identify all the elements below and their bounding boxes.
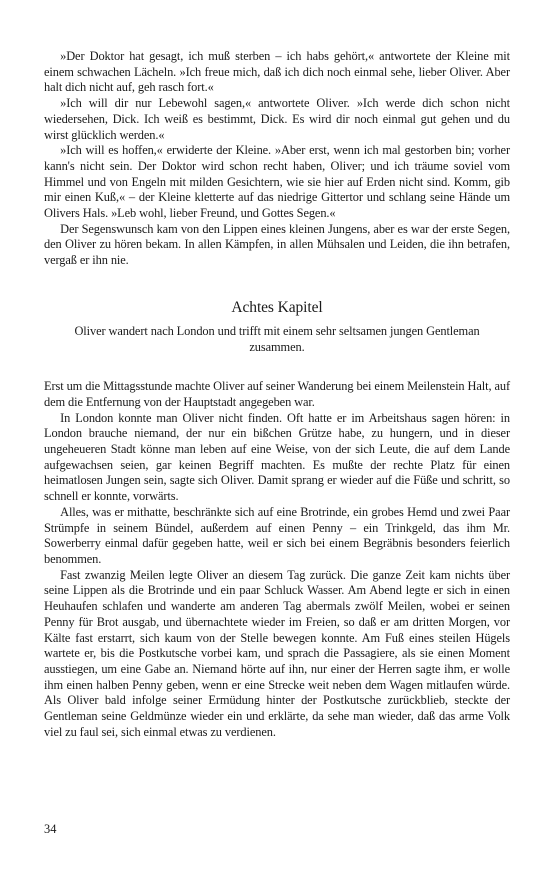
page-number: 34 [44,822,57,836]
paragraph: Alles, was er mithatte, beschränkte sich auf eine Brotrinde, ein grobes Hemd und zwei Paar Strümpfe in seinem Bündel, außerdem auf einen Penny – ein Trinkgeld, das ihm Mr. Sowerberry einmal dafür gegeben hatte, weil er sich bei einem Begräbnis besonders feierlich benommen. [44,504,510,566]
chapter-title: Achtes Kapitel [231,298,323,316]
book-page [44,49,510,740]
paragraph: Erst um die Mittagsstunde machte Oliver auf seiner Wanderung bei einem Meilenstein Halt, auf dem die Entfernung von der Hauptstadt angegeben war. [44,379,510,409]
text-block-chapter [44,379,510,740]
paragraph: Der Segenswunsch kam von den Lippen eines kleinen Jungens, aber es war der erste Segen, den Oliver zu hören bekam. In allen Kämpfen, in allen Mühsalen und Leiden, die ihn betrafen, vergaß er ihn nie. [44,221,510,268]
text-block-top [44,49,510,269]
paragraph: Fast zwanzig Meilen legte Oliver an diesem Tag zurück. Die ganze Zeit kam nichts über seine Lippen als die Brotrinde und ein paar Schluck Wasser. Am Abend legte er sich in einen Heuhaufen schlafen und wanderte am anderen Tag abermals zwölf Meilen, wobei er seinen Penny für Brot ausgab, und übernachtete wieder im Freien, so daß er am dritten Morgen, vor Kälte fast erstarrt, sich kaum von der Stelle bewegen konnte. Am Fuß eines steilen Hügels wartete er, bis die Postkutsche vorbei kam, und sprach die Passagiere, als sie einen Moment ausstiegen, um eine Gabe an. Niemand hörte auf ihn, nur einer der Herren sagte ihm, er wolle ihm einen halben Penny geben, wenn er eine Strecke weit neben dem Wagen mitlaufen würde. Als Oliver bald infolge seiner Ermüdung hinter der Postkutsche zurückblieb, steckte der Gentleman seine Geldmünze wieder ein und erklärte, da sehe man wieder, daß das arme Volk viel zu faul sei, sich einmal etwas zu verdienen. [44,567,510,739]
paragraph: »Der Doktor hat gesagt, ich muß sterben – ich habs gehört,« antwortete der Kleine mit einem schwachen Lächeln. »Ich freue mich, daß ich dich noch einmal sehe, lieber Oliver. Aber halt dich nicht auf, geh rasch fort.« [44,49,510,95]
paragraph: »Ich will es hoffen,« erwiderte der Kleine. »Aber erst, wenn ich mal gestorben bin; vorher kann's nicht sein. Der Doktor wird schon recht haben, Oliver; und ich träume soviel vom Himmel und von Engeln mit milden Gesichtern, wie sie hier auf Erden nicht sind. Komm, gib mir einen Kuß,« – der Kleine kletterte auf das niedrige Gittertor und schlang seine Hände um Olivers Hals. »Leb wohl, lieber Freund, und Gottes Segen.« [44,143,510,221]
paragraph: In London konnte man Oliver nicht finden. Oft hatte er im Arbeitshaus sagen hören: in London brauche niemand, der nur ein bißchen Grütze habe, zu hungern, und in dieser ungeheueren Stadt könne man leben auf eine Weise, von der sich Leute, die auf dem Lande aufgewachsen seien, gar keinen Begriff machten. Es mußte der rechte Platz für einen heimatlosen Jungen sein, sagte sich Oliver. Damit sprang er wieder auf die Füße und schritt, so schnell er konnte, vorwärts. [44,410,510,504]
chapter-subtitle: Oliver wandert nach London und trifft mit einem sehr seltsamen jungen Gentleman zusammen. [74,323,480,354]
paragraph: »Ich will dir nur Lebewohl sagen,« antwortete Oliver. »Ich werde dich schon nicht wiedersehen, Dick. Ich weiß es bestimmt, Dick. Es wird dir noch einmal gut gehen und du wirst glücklich werden.« [44,96,510,142]
